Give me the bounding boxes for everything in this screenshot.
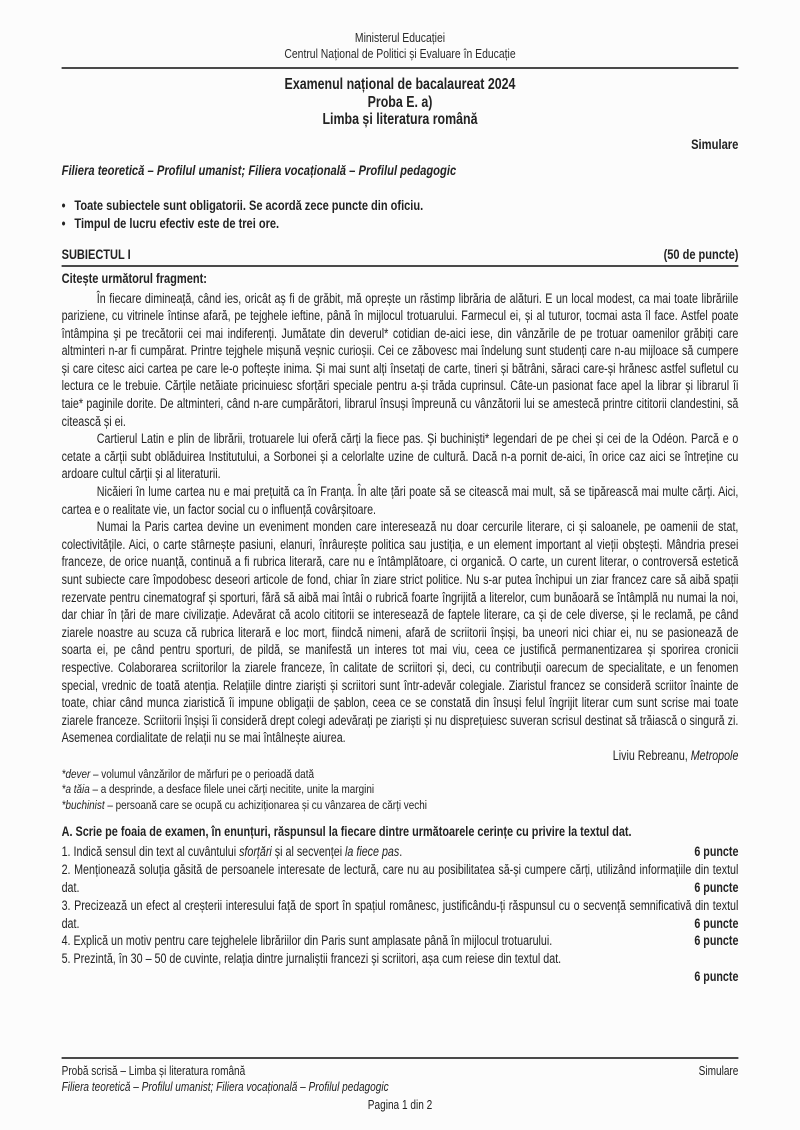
bullet-icon: • xyxy=(61,215,66,231)
question-item xyxy=(62,861,739,897)
proba-label: Proba E. a) xyxy=(367,93,433,111)
fragment-paragraph: Nicăieri în lume cartea nu e mai prețuită ca în Franța. În alte țări poate să se citească mai mult, să se tipărească mai multe cărți. Aici, cartea e o realitate vie, un factor social cu o influență covârșitoare. xyxy=(61,484,739,517)
instruction-item xyxy=(62,197,739,215)
discipline-title: Limba și literatura română xyxy=(322,111,478,128)
instruction-text: Toate subiectele sunt obligatorii. Se acordă zece puncte din oficiu. xyxy=(74,197,424,213)
author-line xyxy=(62,747,739,765)
subject-header xyxy=(62,246,739,267)
instruction-text: Timpul de lucru efectiv este de trei ore. xyxy=(74,215,280,231)
footnote-item xyxy=(62,798,739,814)
header-org xyxy=(62,30,739,62)
section-a-heading: A. Scrie pe foaia de examen, în enunțuri, răspunsul la fiecare dintre următoarele cerințe cu privire la textul dat. xyxy=(61,824,632,840)
text-segment: *buchinist xyxy=(61,797,105,812)
text-segment: – a desprinde, a desface filele unei cărți necitite, unite la margini xyxy=(89,782,375,797)
footnotes xyxy=(62,767,739,814)
question-points: 6 puncte xyxy=(694,844,739,860)
text-segment: 2. Menționează soluția găsită de persoanele interesate de lectură, care nu au posibilitatea să-și cumpere cărți, utilizând informațiile din textul dat. xyxy=(61,862,739,895)
fragment-prompt: Citește următorul fragment: xyxy=(61,270,207,286)
page-number: Pagina 1 din 2 xyxy=(367,1098,433,1112)
fragment-paragraph: În fiecare dimineață, când ies, oricât aș fi de grăbit, mă oprește un răstimp librăria de alături. E un local modest, ca mai toate librăriile pariziene, cu vitrinele întinse afară, pe tejghele ieftine, până în mijlocul trotuarului. Farmecul ei, și al tuturor, tocmai asta îl face. Astfel poate întâmpina și pe trecătorii cei mai indiferenți. Jumătate din deverul* cotidian de-aici iese, din vânzările de pe trotuar oamenilor grăbiți care altminteri n-ar fi cumpărat. Printre tejghele mișună veșnic curioșii. Cei ce zăbovesc mai îndelung sunt studenți care n-au mijloace să cumpere și care citesc aici cartea pe care le-o poftește inima. Și mai sunt alți însetați de carte, tineri și bătrâni, săraci care-și hrănesc astfel sufletul cu lectura ce le trebuie. Cărțile netăiate pricinuiesc sforțări speciale pentru a-și trăda cuprinsul. Câte-un pasionat face apel la librar și librarul îi taie* paginile dorite. De altminteri, când n-are cumpărători, librarul însuși împreună cu vânzătorii lui se amestecă printre cititorii clandestini, să citească și ei. xyxy=(61,290,739,429)
text-segment: la fiece pas xyxy=(345,844,400,860)
questions-list xyxy=(62,843,739,985)
text-segment: 3. Precizează un efect al creșterii interesului față de sport în spațiul românesc, justificându-ți răspunsul cu o secvență semnificativă din textul dat. xyxy=(61,897,739,931)
instruction-item xyxy=(62,215,739,233)
text-segment: 4. Explică un motiv pentru care tejghelele librăriilor din Paris sunt amplasate până în mijlocul trotuarului. xyxy=(61,933,553,949)
footer-filiera: Filiera teoretică – Profilul umanist; Filiera vocațională – Profilul pedagogic xyxy=(61,1080,389,1094)
text-segment: . xyxy=(399,844,403,860)
variant-label: Simulare xyxy=(691,135,739,152)
question-points: 6 puncte xyxy=(694,968,739,984)
question-points: 6 puncte xyxy=(694,915,739,931)
footer-variant-label: Simulare xyxy=(698,1064,739,1078)
footer-exam-label: Probă scrisă – Limba și literatura română xyxy=(61,1064,246,1078)
question-item xyxy=(62,843,739,861)
filiera-line: Filiera teoretică – Profilul umanist; Filiera vocațională – Profilul pedagogic xyxy=(61,161,457,178)
text-segment: *dever xyxy=(61,766,91,781)
text-segment: – volumul vânzărilor de mărfuri pe o perioadă dată xyxy=(90,766,314,781)
fragment-paragraph: Numai la Paris cartea devine un eveniment monden care interesează nu doar cercurile literare, ci și saloanele, pe oamenii de stat, colectivitățile. Aici, o carte stârnește pasiuni, elanuri, înrâurește politica sau justiția, e un element important al vieții obștești. Mândria presei franceze, de orice nuanță, continuă a fi rubrica literară, care nu e întâmplătoare, ci organică. O carte, un curent literar, o controversă estetică sunt subiecte care împodobesc deseori articole de fond, chiar în ziare strict politice. Nu s-ar putea închipui un ziar francez care să aibă spații rezervate pentru cinematograf și sporturi, fără să aibă mai întâi o rubrică foarte îngrijită a literelor, cum bunăoară se întâmplă nu numai la noi, dar chiar în țări de mare civilizație. Adevărat că acolo cititorii se interesează de faptele literare, ca și de cele diverse, și le reclamă, pe când ziarele noastre au scuza că rubrica literară e loc mort, fiindcă nimeni, afară de scriitorii înșiși, ba uneori nici chiar ei, nu se pasionează de soarta ei, pe când pentru sporturi, de pildă, se manifestă un interes tot mai viu, ceea ce justifică permanentizarea și sporirea cronicii respective. Colaborarea scriitorilor la ziarele franceze, în calitate de scriitori și, deci, cu contribuții oarecum de specialitate, e un fenomen special, vrednic de toată atenția. Relațiile dintre ziariști și scriitori sunt într-adevăr colegiale. Ziaristul francez se consideră scriitor înainte de toate, chiar când munca ziaristică îi impune obligații de șablon, ceea ce se constată din însuși felul îngrijit literar cum sunt scrise mai toate ziarele franceze. Scriitorii înșiși îi consideră drept colegi adevărați pe ziariști și nu disprețuiesc suveran scrisul destinat să trăiască o singură zi. Asemenea cordialitate de relații nu se mai întâlnește aiurea. xyxy=(61,519,739,746)
header-rule xyxy=(62,67,739,69)
text-segment: Liviu Rebreanu, xyxy=(612,747,691,763)
question-points: 6 puncte xyxy=(694,879,739,895)
fragment-text xyxy=(62,290,739,747)
text-segment: 5. Prezintă, în 30 – 50 de cuvinte, relația dintre jurnaliștii francezi și scriitori, așa cum reiese din textul dat. xyxy=(61,951,562,967)
question-item xyxy=(62,932,739,950)
exam-title: Examenul național de bacalaureat 2024 xyxy=(284,76,516,93)
bullet-icon: • xyxy=(61,197,66,213)
text-segment: – persoană care se ocupă cu achiziționarea și cu vânzarea de cărți vechi xyxy=(104,797,427,812)
question-item xyxy=(62,897,739,933)
question-points: 6 puncte xyxy=(694,933,739,949)
text-segment: și al secvenței xyxy=(271,844,346,860)
page-footer xyxy=(62,1057,739,1123)
title-block xyxy=(62,76,739,129)
question-item xyxy=(62,950,739,986)
text-segment: *a tăia xyxy=(61,782,90,797)
instructions-list xyxy=(62,197,739,233)
footer-row xyxy=(62,1063,739,1079)
footnote-item xyxy=(62,767,739,783)
center-name: Centrul Național de Politici și Evaluare în Educație xyxy=(284,46,516,61)
footnote-item xyxy=(62,782,739,798)
subject-title: SUBIECTUL I xyxy=(61,246,131,262)
fragment-paragraph: Cartierul Latin e plin de librării, trotuarele lui oferă cărți la fiece pas. Și buchiniști* legendari de pe chei și cei de la Odéon. Parcă e o cetate a cărții subt oblăduirea Institutului, a Sorbonei și a celorlalte uzine de cultură. Dacă n-a pornit de-aici, în orice caz aici se întreține cu ardoare cultul cărții și al literaturii. xyxy=(61,431,739,482)
ministry-name: Ministerul Educației xyxy=(354,30,446,45)
text-segment: sforțări xyxy=(239,844,272,860)
subject-points: (50 de puncte) xyxy=(663,246,739,262)
text-segment: 1. Indică sensul din text al cuvântului xyxy=(61,844,240,860)
text-segment: Metropole xyxy=(690,747,739,763)
